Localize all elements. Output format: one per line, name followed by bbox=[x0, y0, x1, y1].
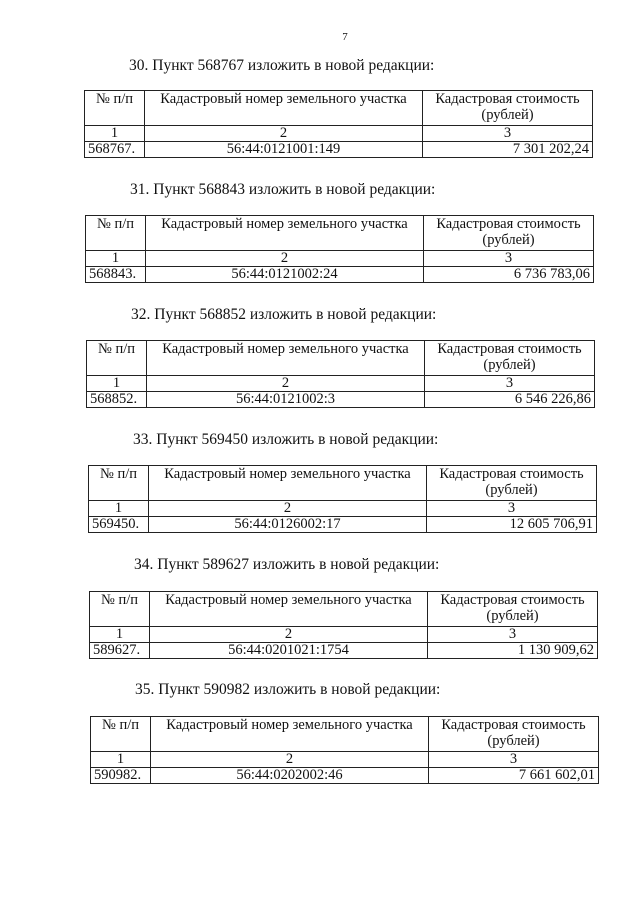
item-number: 590982. bbox=[91, 768, 151, 784]
cadastral-number: 56:44:0126002:17 bbox=[149, 517, 427, 533]
col-index: 2 bbox=[146, 251, 424, 267]
cadastral-table bbox=[85, 215, 594, 283]
col-header-cadastral: Кадастровый номер земельного участка bbox=[147, 341, 425, 376]
item-number: 568852. bbox=[87, 392, 147, 408]
col-index: 3 bbox=[424, 251, 594, 267]
col-index: 1 bbox=[86, 251, 146, 267]
col-header-num: № п/п bbox=[87, 341, 147, 376]
col-header-cost bbox=[428, 592, 598, 627]
col-index: 1 bbox=[85, 126, 145, 142]
col-header-cost-line1: Кадастровая стоимость bbox=[437, 341, 582, 357]
section-heading: 34. Пункт 589627 изложить в новой редакции: bbox=[134, 556, 440, 573]
table-row bbox=[89, 517, 597, 533]
cadastral-number: 56:44:0121001:149 bbox=[145, 142, 423, 158]
col-header-cost-line1: Кадастровая стоимость bbox=[436, 216, 581, 232]
table-row bbox=[86, 267, 594, 283]
table-row bbox=[87, 392, 595, 408]
item-number: 568843. bbox=[86, 267, 146, 283]
cadastral-table bbox=[84, 90, 593, 158]
table-index-row bbox=[87, 376, 595, 392]
col-index: 2 bbox=[145, 126, 423, 142]
table-header-row bbox=[89, 466, 597, 501]
cadastral-number: 56:44:0201021:1754 bbox=[150, 643, 428, 659]
page-number: 7 bbox=[342, 31, 348, 43]
table-index-row bbox=[86, 251, 594, 267]
table-header-row bbox=[90, 592, 598, 627]
col-header-cost bbox=[424, 216, 594, 251]
cadastral-number: 56:44:0121002:24 bbox=[146, 267, 424, 283]
col-header-cost-line1: Кадастровая стоимость bbox=[439, 466, 584, 482]
cadastral-number: 56:44:0121002:3 bbox=[147, 392, 425, 408]
section-heading: 32. Пункт 568852 изложить в новой редакции: bbox=[131, 306, 437, 323]
col-header-cost-line1: Кадастровая стоимость bbox=[435, 91, 580, 107]
cadastral-table bbox=[89, 591, 598, 659]
col-header-cadastral: Кадастровый номер земельного участка bbox=[145, 91, 423, 126]
col-header-cost bbox=[423, 91, 593, 126]
table-header-row bbox=[85, 91, 593, 126]
item-number: 589627. bbox=[90, 643, 150, 659]
item-number: 568767. bbox=[85, 142, 145, 158]
col-header-cost-line2: (рублей) bbox=[485, 482, 538, 498]
cadastral-cost: 7 661 602,01 bbox=[429, 768, 599, 784]
cadastral-cost: 7 301 202,24 bbox=[423, 142, 593, 158]
col-index: 1 bbox=[91, 752, 151, 768]
col-header-num: № п/п bbox=[89, 466, 149, 501]
table-header-row bbox=[86, 216, 594, 251]
col-index: 3 bbox=[429, 752, 599, 768]
cadastral-table bbox=[86, 340, 595, 408]
col-index: 3 bbox=[427, 501, 597, 517]
section-heading: 33. Пункт 569450 изложить в новой редакции: bbox=[133, 431, 439, 448]
cadastral-cost: 1 130 909,62 bbox=[428, 643, 598, 659]
table-index-row bbox=[91, 752, 599, 768]
table-row bbox=[91, 768, 599, 784]
item-number: 569450. bbox=[89, 517, 149, 533]
cadastral-number: 56:44:0202002:46 bbox=[151, 768, 429, 784]
table-header-row bbox=[87, 341, 595, 376]
col-header-num: № п/п bbox=[85, 91, 145, 126]
col-index: 2 bbox=[149, 501, 427, 517]
cadastral-cost: 6 546 226,86 bbox=[425, 392, 595, 408]
col-header-cost bbox=[427, 466, 597, 501]
table-row bbox=[90, 643, 598, 659]
col-header-cost-line2: (рублей) bbox=[483, 357, 536, 373]
col-header-cost-line2: (рублей) bbox=[486, 608, 539, 624]
cadastral-table bbox=[88, 465, 597, 533]
col-index: 2 bbox=[147, 376, 425, 392]
col-index: 2 bbox=[151, 752, 429, 768]
col-index: 3 bbox=[428, 627, 598, 643]
col-index: 3 bbox=[423, 126, 593, 142]
col-header-cost bbox=[429, 717, 599, 752]
cadastral-cost: 12 605 706,91 bbox=[427, 517, 597, 533]
table-index-row bbox=[90, 627, 598, 643]
col-header-cost-line2: (рублей) bbox=[487, 733, 540, 749]
table-index-row bbox=[85, 126, 593, 142]
col-index: 3 bbox=[425, 376, 595, 392]
col-header-num: № п/п bbox=[86, 216, 146, 251]
col-index: 1 bbox=[87, 376, 147, 392]
col-header-cost-line2: (рублей) bbox=[481, 107, 534, 123]
cadastral-table bbox=[90, 716, 599, 784]
col-index: 1 bbox=[89, 501, 149, 517]
section-heading: 31. Пункт 568843 изложить в новой редакции: bbox=[130, 181, 436, 198]
col-header-cost-line1: Кадастровая стоимость bbox=[440, 592, 585, 608]
col-header-cadastral: Кадастровый номер земельного участка bbox=[151, 717, 429, 752]
col-index: 2 bbox=[150, 627, 428, 643]
col-header-num: № п/п bbox=[91, 717, 151, 752]
col-header-cost-line2: (рублей) bbox=[482, 232, 535, 248]
col-header-num: № п/п bbox=[90, 592, 150, 627]
col-header-cadastral: Кадастровый номер земельного участка bbox=[149, 466, 427, 501]
table-index-row bbox=[89, 501, 597, 517]
col-header-cost bbox=[425, 341, 595, 376]
table-row bbox=[85, 142, 593, 158]
section-heading: 30. Пункт 568767 изложить в новой редакции: bbox=[129, 57, 435, 74]
cadastral-cost: 6 736 783,06 bbox=[424, 267, 594, 283]
col-index: 1 bbox=[90, 627, 150, 643]
section-heading: 35. Пункт 590982 изложить в новой редакции: bbox=[135, 681, 441, 698]
col-header-cadastral: Кадастровый номер земельного участка bbox=[146, 216, 424, 251]
table-header-row bbox=[91, 717, 599, 752]
col-header-cadastral: Кадастровый номер земельного участка bbox=[150, 592, 428, 627]
col-header-cost-line1: Кадастровая стоимость bbox=[441, 717, 586, 733]
